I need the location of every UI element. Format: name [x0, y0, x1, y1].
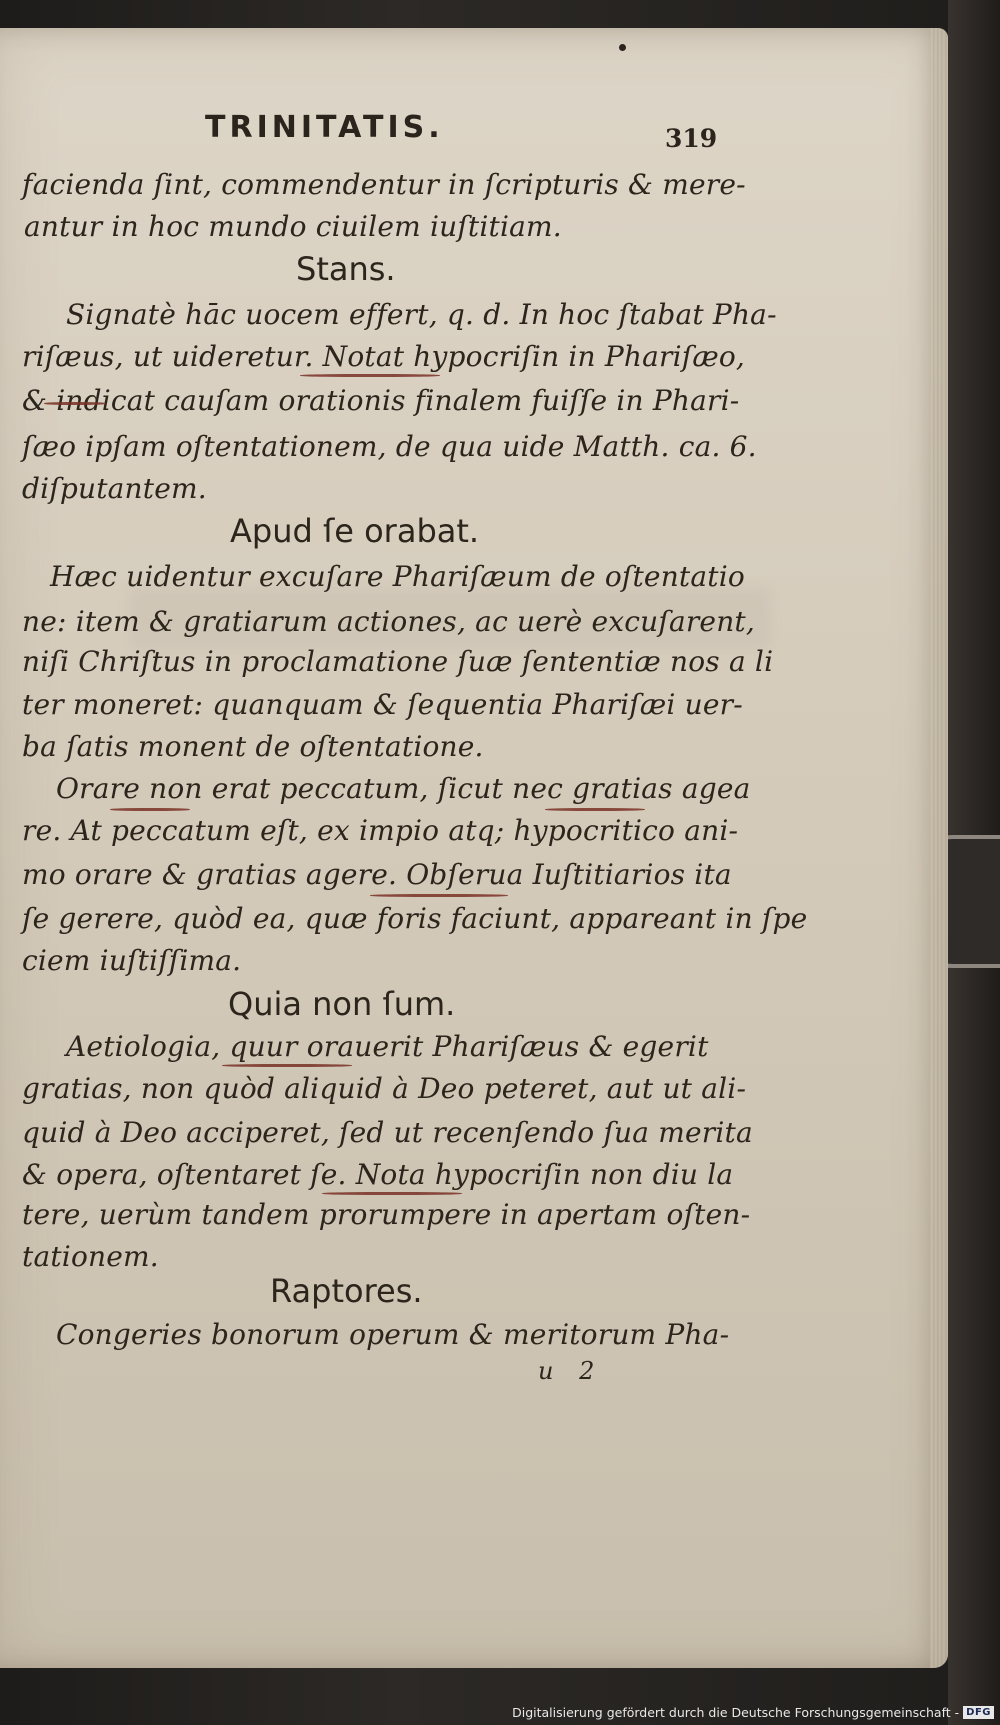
annotation-underline	[322, 1192, 462, 1195]
section-heading: Apud ſe orabat.	[230, 512, 480, 550]
footer-text: Digitalisierung gefördert durch die Deutsche Forschungsgemeinschaft -	[512, 1704, 960, 1720]
text-line: quid à Deo acciperet, ſed ut recenſendo ſua merita	[22, 1116, 753, 1149]
text-line: mo orare & gratias agere. Obſerua Iuſtitiarios ita	[22, 858, 732, 891]
text-line: Congeries bonorum operum & meritorum Pha-	[56, 1318, 730, 1351]
ink-dot	[619, 44, 626, 51]
text-line: Hæc uidentur excuſare Phariſæum de oſtentatio	[50, 560, 745, 593]
annotation-underline	[300, 374, 440, 377]
section-heading: Stans.	[296, 250, 396, 288]
text-line: riſæus, ut uideretur. Notat hypocriſin in Phariſæo,	[22, 340, 746, 373]
text-line: tere, uerùm tandem prorumpere in apertam oſten-	[22, 1198, 751, 1231]
text-line: & indicat cauſam orationis finalem fuiſſe in Phari-	[22, 384, 740, 417]
page-number: 319	[665, 124, 718, 153]
annotation-underline	[370, 894, 508, 897]
text-line: gratias, non quòd aliquid à Deo peteret, aut ut ali-	[22, 1072, 747, 1105]
text-line: ba ſatis monent de oſtentatione.	[22, 730, 484, 763]
text-line: Aetiologia, quur orauerit Phariſæus & egerit	[66, 1030, 709, 1063]
text-line: ciem iuſtiſſima.	[22, 944, 242, 977]
signature-mark: u 2	[538, 1357, 595, 1385]
annotation-underline	[110, 808, 190, 811]
annotation-underline	[545, 808, 645, 811]
section-heading: Raptores.	[270, 1272, 423, 1310]
book-page	[0, 28, 948, 1668]
text-line: ne: item & gratiarum actiones, ac uerè excuſarent,	[22, 605, 755, 638]
text-line: re. At peccatum eſt, ex impio atq; hypocritico ani-	[22, 814, 739, 847]
running-head: TRINITATIS.	[205, 110, 444, 145]
text-line: ter moneret: quanquam & ſequentia Phariſæi uer-	[22, 688, 743, 721]
dfg-logo: DFG	[963, 1706, 994, 1719]
text-line: ſæo ipſam oſtentationem, de qua uide Matth. ca. 6.	[22, 430, 757, 463]
text-line: Orare non erat peccatum, ſicut nec gratias agea	[56, 772, 751, 805]
text-line: facienda ſint, commendentur in ſcripturis & mere-	[22, 168, 746, 201]
footer-credit	[512, 1701, 994, 1723]
page-edge	[930, 28, 948, 1668]
text-line: Signatè hāc uocem effert, q. d. In hoc ſtabat Pha-	[66, 298, 777, 331]
text-line: ſe gerere, quòd ea, quæ foris faciunt, appareant in ſpe	[22, 902, 808, 935]
text-line: tationem.	[22, 1240, 159, 1273]
section-heading: Quia non ſum.	[228, 985, 456, 1023]
text-line: & opera, oſtentaret ſe. Nota hypocriſin non diu la	[22, 1158, 734, 1191]
text-line: diſputantem.	[22, 472, 207, 505]
text-line: antur in hoc mundo ciuilem iuſtitiam.	[24, 210, 562, 243]
annotation-underline	[222, 1064, 352, 1067]
text-line: niſi Chriſtus in proclamatione ſuæ ſententiæ nos a li	[22, 645, 774, 678]
annotation-underline	[44, 402, 106, 405]
